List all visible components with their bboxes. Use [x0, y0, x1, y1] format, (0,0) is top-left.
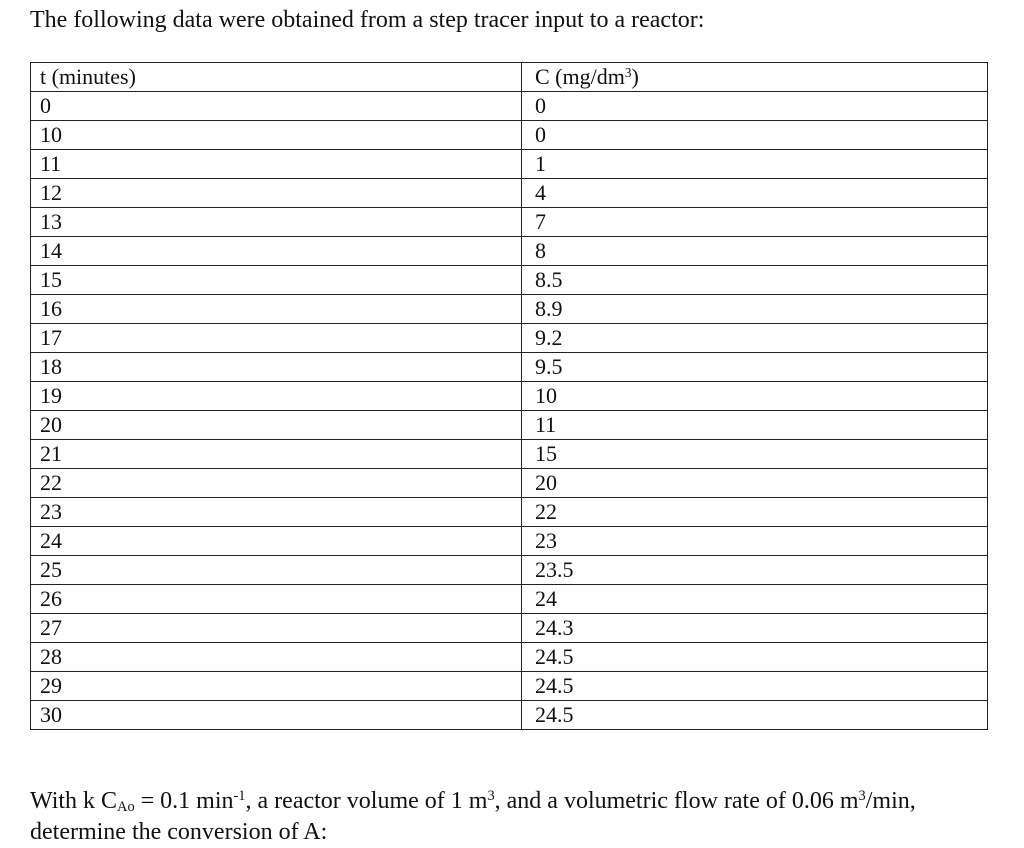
- cell-concentration: 24: [522, 585, 988, 614]
- cell-concentration: 20: [522, 469, 988, 498]
- table-header-row: [31, 63, 988, 92]
- table-row: [31, 469, 988, 498]
- cell-concentration: 8: [522, 237, 988, 266]
- cell-concentration: 9.2: [522, 324, 988, 353]
- cell-concentration: 24.5: [522, 672, 988, 701]
- question-part: = 0.1 min: [134, 788, 234, 814]
- question-part: With k C: [30, 788, 118, 814]
- header-concentration-exponent: 3: [624, 64, 632, 80]
- cell-concentration: 0: [522, 92, 988, 121]
- question-part: /min,: [865, 788, 916, 814]
- table-row: [31, 411, 988, 440]
- cell-time: 12: [31, 179, 522, 208]
- table-body: [31, 92, 988, 730]
- table-row: [31, 150, 988, 179]
- cell-time: 23: [31, 498, 522, 527]
- question-superscript: 3: [858, 788, 866, 805]
- cell-time: 24: [31, 527, 522, 556]
- cell-concentration: 24.5: [522, 643, 988, 672]
- question-superscript: 3: [487, 788, 495, 805]
- table-row: [31, 643, 988, 672]
- table-row: [31, 382, 988, 411]
- table-row: [31, 324, 988, 353]
- question-part: , a reactor volume of 1 m: [245, 788, 488, 814]
- cell-concentration: 4: [522, 179, 988, 208]
- table-row: [31, 266, 988, 295]
- cell-time: 18: [31, 353, 522, 382]
- table-row: [31, 295, 988, 324]
- question-part: , and a volumetric flow rate of 0.06 m: [494, 788, 859, 814]
- cell-time: 15: [31, 266, 522, 295]
- table-row: [31, 527, 988, 556]
- cell-concentration: 23: [522, 527, 988, 556]
- intro-text: The following data were obtained from a step tracer input to a reactor:: [30, 7, 705, 33]
- cell-concentration: 23.5: [522, 556, 988, 585]
- cell-concentration: 8.5: [522, 266, 988, 295]
- cell-time: 16: [31, 295, 522, 324]
- tracer-data-table: [30, 62, 988, 730]
- cell-concentration: 10: [522, 382, 988, 411]
- cell-concentration: 9.5: [522, 353, 988, 382]
- header-concentration: [522, 63, 988, 92]
- cell-time: 28: [31, 643, 522, 672]
- table-row: [31, 701, 988, 730]
- question-subscript: Ao: [117, 798, 135, 815]
- table-row: [31, 179, 988, 208]
- table-row: [31, 353, 988, 382]
- cell-concentration: 15: [522, 440, 988, 469]
- cell-time: 29: [31, 672, 522, 701]
- cell-time: 10: [31, 121, 522, 150]
- header-concentration-close: ): [631, 64, 639, 89]
- question-line-1: [30, 786, 1010, 817]
- table-row: [31, 498, 988, 527]
- table-row: [31, 440, 988, 469]
- cell-concentration: 24.3: [522, 614, 988, 643]
- header-concentration-label: C (mg/dm: [535, 64, 625, 89]
- cell-time: 20: [31, 411, 522, 440]
- question-superscript: -1: [233, 788, 246, 805]
- header-time: t (minutes): [31, 63, 522, 92]
- cell-time: 14: [31, 237, 522, 266]
- table-row: [31, 208, 988, 237]
- question-text: [30, 786, 1010, 848]
- cell-concentration: 7: [522, 208, 988, 237]
- cell-concentration: 8.9: [522, 295, 988, 324]
- cell-time: 19: [31, 382, 522, 411]
- cell-time: 13: [31, 208, 522, 237]
- cell-time: 21: [31, 440, 522, 469]
- table-row: [31, 556, 988, 585]
- cell-time: 26: [31, 585, 522, 614]
- cell-concentration: 22: [522, 498, 988, 527]
- table-row: [31, 614, 988, 643]
- cell-concentration: 24.5: [522, 701, 988, 730]
- cell-concentration: 11: [522, 411, 988, 440]
- cell-time: 22: [31, 469, 522, 498]
- table-row: [31, 672, 988, 701]
- cell-time: 30: [31, 701, 522, 730]
- table-row: [31, 585, 988, 614]
- cell-time: 11: [31, 150, 522, 179]
- question-line-2: determine the conversion of A:: [30, 819, 328, 845]
- cell-time: 0: [31, 92, 522, 121]
- cell-time: 25: [31, 556, 522, 585]
- cell-concentration: 1: [522, 150, 988, 179]
- cell-time: 27: [31, 614, 522, 643]
- cell-concentration: 0: [522, 121, 988, 150]
- cell-time: 17: [31, 324, 522, 353]
- table-row: [31, 121, 988, 150]
- table-row: [31, 237, 988, 266]
- table-row: [31, 92, 988, 121]
